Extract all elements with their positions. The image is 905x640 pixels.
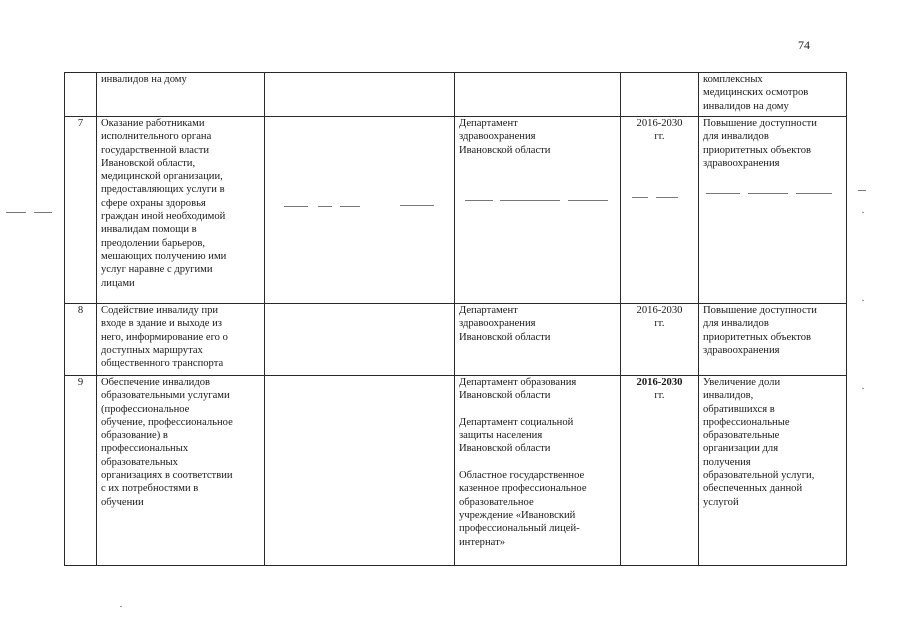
text-line: услугой <box>703 496 739 508</box>
text-line: него, информирование его о <box>101 331 228 343</box>
text-line: профессиональные <box>703 416 790 428</box>
text-line: образовательное <box>459 496 534 508</box>
cell-term <box>621 376 699 566</box>
cell-executor <box>455 117 621 304</box>
cell-empty <box>265 117 455 304</box>
text-line: интернат» <box>459 536 505 548</box>
text-line: здравоохранения <box>703 157 780 169</box>
scan-mark <box>318 206 332 207</box>
cell-executor <box>455 304 621 376</box>
text-line: профессиональных <box>101 443 189 455</box>
cell-number: 7 <box>65 117 97 304</box>
table-row-9 <box>65 376 847 566</box>
text-line: здравоохранения <box>703 344 780 356</box>
cell-activity <box>97 117 265 304</box>
scan-mark <box>6 212 26 213</box>
text-line: Ивановской области <box>459 331 551 343</box>
text-line: Областное государственное <box>459 470 585 482</box>
text-line: преодолении барьеров, <box>101 237 206 249</box>
text-line: Ивановской области, <box>101 157 196 169</box>
text-line: Повышение доступности <box>703 305 817 316</box>
scan-mark <box>340 206 360 207</box>
text-line: гг. <box>654 131 665 143</box>
text-line: исполнительного органа <box>101 131 212 143</box>
table-row-continuation <box>65 73 847 117</box>
text-line: Департамент образования <box>459 377 577 388</box>
text-line: получения <box>703 456 751 468</box>
scan-mark <box>862 300 864 301</box>
text-line: с их потребностями в <box>101 483 199 495</box>
text-line: государственной власти <box>101 144 210 156</box>
text-line: профессиональный лицей- <box>459 523 580 535</box>
scan-mark <box>568 200 608 201</box>
text-line: для инвалидов <box>703 318 769 330</box>
text-line: инвалидов на дому <box>703 100 789 112</box>
text-line: образовательных <box>101 456 178 468</box>
text-line: Повышение доступности <box>703 118 817 129</box>
text-line: лицами <box>101 277 135 289</box>
text-line: гг. <box>654 390 665 402</box>
text-line: мешающих получению ими <box>101 250 227 262</box>
cell-empty <box>265 73 455 117</box>
cell-empty <box>265 376 455 566</box>
text-line: 2016-2030 <box>636 118 683 129</box>
text-line: входе в здание и выходе из <box>101 318 222 330</box>
cell-activity <box>97 304 265 376</box>
scan-mark <box>284 206 308 207</box>
text-line: приоритетных объектов <box>703 144 811 156</box>
text-line: обучении <box>101 496 144 508</box>
paragraph-gap <box>459 403 616 416</box>
text-line: Оказание работниками <box>101 118 205 129</box>
text-line: обучение, профессиональное <box>101 416 233 428</box>
text-line: инвалидам помощи в <box>101 224 197 236</box>
cell-result <box>699 376 847 566</box>
text-line: сфере охраны здоровья <box>101 197 206 209</box>
cell-number: 8 <box>65 304 97 376</box>
text-line: приоритетных объектов <box>703 331 811 343</box>
text-line: предоставляющих услуги в <box>101 184 225 196</box>
cell-executor <box>455 376 621 566</box>
cell-term <box>621 304 699 376</box>
text-line: Департамент <box>459 118 518 129</box>
text-line: для инвалидов <box>703 131 769 143</box>
text-line: медицинских осмотров <box>703 87 809 99</box>
scan-mark <box>632 197 648 198</box>
scan-mark <box>862 212 864 213</box>
text-line: 2016-2030 <box>636 305 683 316</box>
scan-mark <box>465 200 493 201</box>
cell-term <box>621 117 699 304</box>
scan-mark <box>34 212 52 213</box>
text-line: Увеличение доли <box>703 377 781 388</box>
text-line: граждан иной необходимой <box>101 211 226 223</box>
text-line: образовательной услуги, <box>703 470 815 482</box>
text-line: обратившихся в <box>703 403 775 415</box>
text-line: доступных маршрутах <box>101 344 203 356</box>
scan-mark <box>400 205 434 206</box>
cell-empty <box>265 304 455 376</box>
cell-executor <box>455 73 621 117</box>
table-row-8 <box>65 304 847 376</box>
text-line: Департамент социальной <box>459 416 574 428</box>
text-line: защиты населения <box>459 430 543 442</box>
text-line: гг. <box>654 318 665 330</box>
text-line: образование) в <box>101 430 168 442</box>
cell-result <box>699 304 847 376</box>
text-line: образовательные <box>703 430 780 442</box>
text-line: комплексных <box>703 74 763 85</box>
text-line: 2016-2030 <box>636 377 683 388</box>
text-line: организациях в соответствии <box>101 470 233 482</box>
text-line: услуг наравне с другими <box>101 264 213 276</box>
text-line: Ивановской области <box>459 144 551 156</box>
cell-number: 9 <box>65 376 97 566</box>
text-line: учреждение «Ивановский <box>459 509 576 521</box>
cell-term <box>621 73 699 117</box>
text-line: инвалидов, <box>703 390 754 402</box>
cell-activity <box>97 376 265 566</box>
scan-mark <box>500 200 560 201</box>
scan-mark <box>748 193 788 194</box>
text-line: здравоохранения <box>459 318 536 330</box>
cell-activity <box>97 73 265 117</box>
scan-mark <box>858 190 866 191</box>
text-line: Содействие инвалиду при <box>101 305 219 316</box>
paragraph-gap <box>459 456 616 469</box>
scan-mark <box>862 388 864 389</box>
scan-mark <box>796 193 832 194</box>
cell-result <box>699 73 847 117</box>
text-line: обеспеченных данной <box>703 483 803 495</box>
text-line: инвалидов на дому <box>101 74 187 85</box>
text-line: Ивановской области <box>459 390 551 402</box>
text-line: организации для <box>703 443 779 455</box>
text-line: казенное профессиональное <box>459 483 587 495</box>
measures-table <box>64 72 847 566</box>
table-row-7 <box>65 117 847 304</box>
scan-mark <box>656 197 678 198</box>
text-line: Департамент <box>459 305 518 316</box>
text-line: общественного транспорта <box>101 358 224 370</box>
text-line: здравоохранения <box>459 131 536 143</box>
text-line: медицинской организации, <box>101 171 223 183</box>
text-line: Обеспечение инвалидов <box>101 377 211 388</box>
text-line: (профессиональное <box>101 403 190 415</box>
text-line: Ивановской области <box>459 443 551 455</box>
cell-number <box>65 73 97 117</box>
scan-mark <box>120 606 122 607</box>
text-line: образовательными услугами <box>101 390 230 402</box>
cell-result <box>699 117 847 304</box>
scan-mark <box>706 193 740 194</box>
page-number: 74 <box>798 38 810 52</box>
